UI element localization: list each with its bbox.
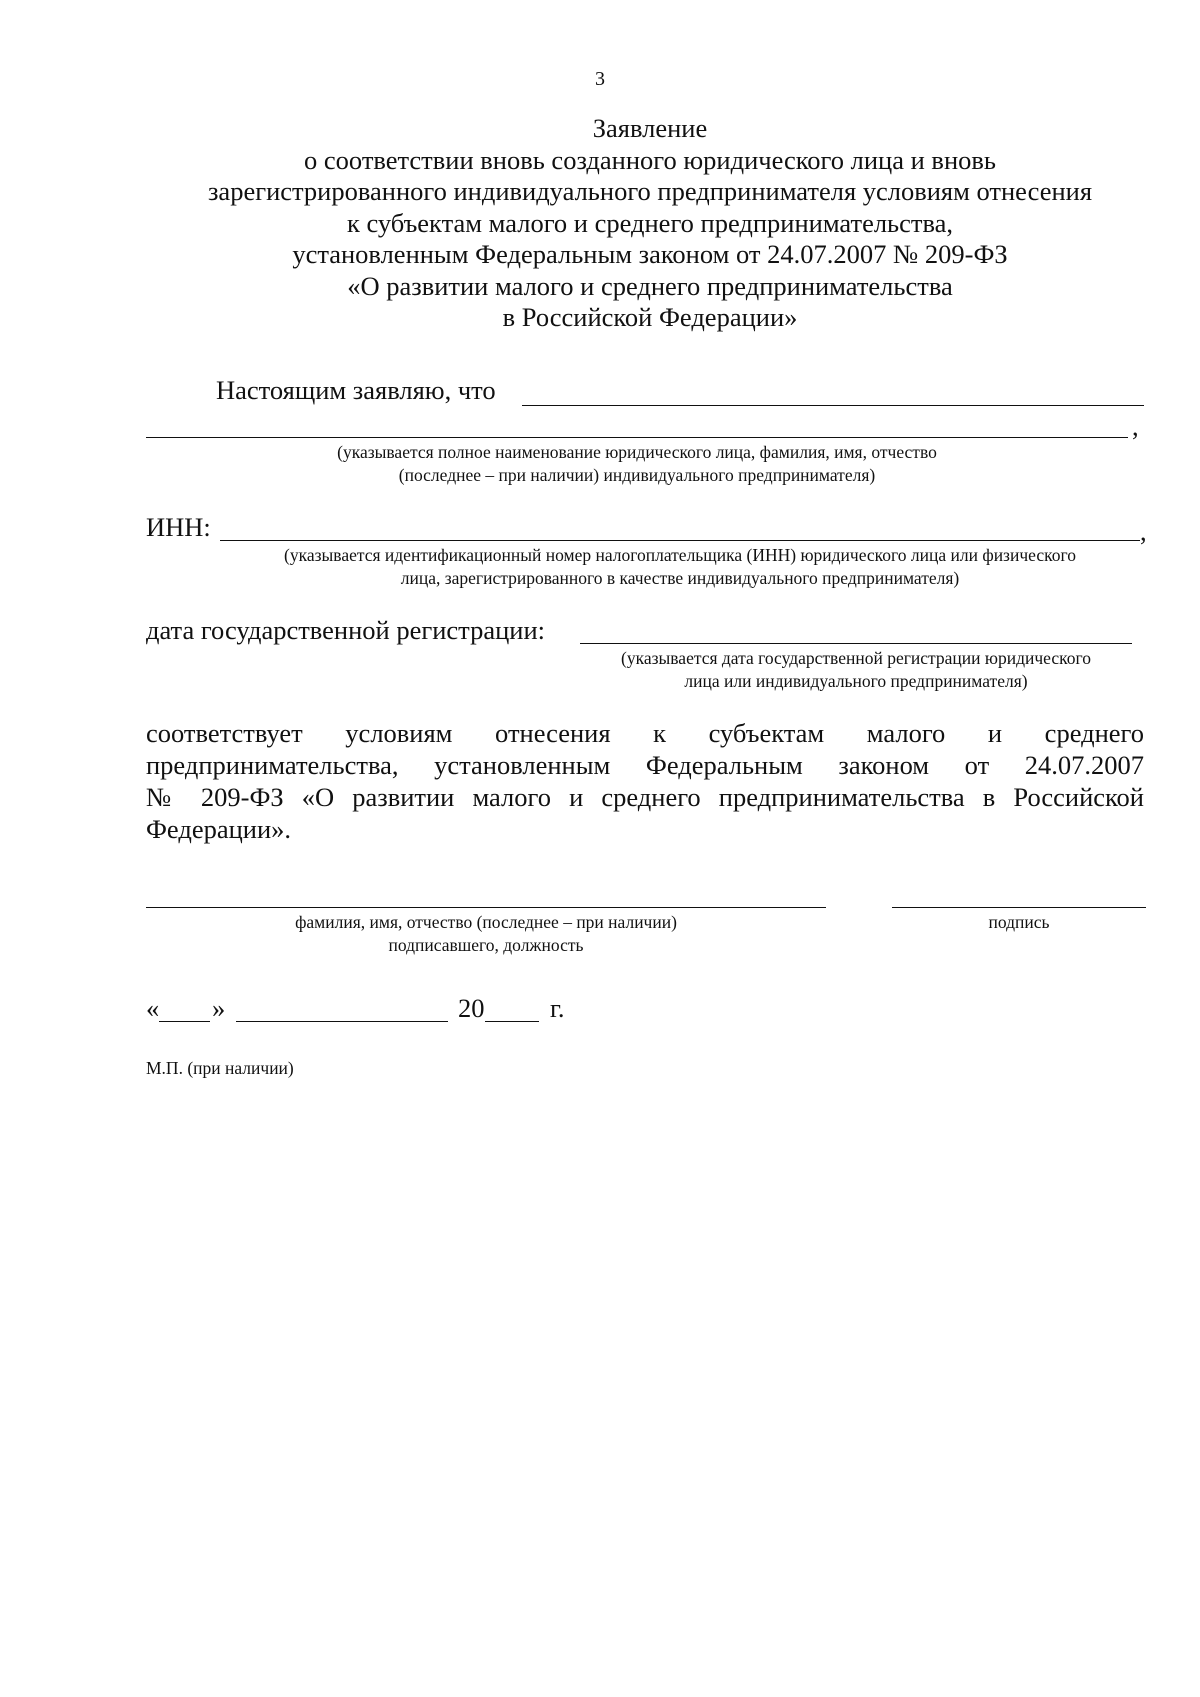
declaration-label: Настоящим заявляю, что — [216, 375, 496, 405]
hint-line: (указывается дата государственной регистрации юридического — [621, 648, 1091, 668]
registration-date-field[interactable] — [580, 643, 1132, 644]
title-line: установленным Федеральным законом от 24.07.2007 № 209-ФЗ — [292, 239, 1008, 269]
title-line: «О развитии малого и среднего предпринимательства — [347, 270, 953, 301]
inn-field[interactable] — [220, 540, 1140, 541]
registration-label: дата государственной регистрации: — [146, 615, 545, 645]
declaration-comma: , — [1132, 411, 1139, 441]
paragraph-line: № 209-ФЗ «О развитии малого и среднего предпринимательства в Российской — [146, 782, 1144, 812]
inn-comma: , — [1140, 516, 1147, 546]
signature-field[interactable] — [892, 907, 1146, 908]
hint-line: лица, зарегистрированного в качестве индивидуального предпринимателя) — [400, 568, 960, 588]
name-signatory-field[interactable] — [146, 907, 826, 908]
hint-line: фамилия, имя, отчество (последнее – при наличии) — [295, 912, 677, 932]
paragraph-line: Федерации». — [146, 814, 292, 844]
registration-hint — [580, 647, 1132, 693]
title-line: Заявление — [592, 113, 708, 143]
hint-line: подписавшего, должность — [388, 935, 584, 955]
declaration-name-field-continued[interactable] — [146, 437, 1128, 438]
paragraph-line: соответствует условиям отнесения к субъектам малого и среднего — [146, 718, 1144, 748]
date-month-field[interactable] — [236, 1021, 448, 1022]
inn-hint — [220, 544, 1140, 590]
date-year-field[interactable] — [485, 1021, 539, 1022]
name-signatory-hint — [146, 911, 826, 957]
hint-line: лица или индивидуального предпринимателя) — [684, 671, 1028, 691]
date-year-prefix: 20 — [458, 993, 485, 1023]
paragraph-line: предпринимательства, установленным Федеральным законом от 24.07.2007 — [146, 750, 1144, 780]
title-line: зарегистрированного индивидуального предпринимателя условиям отнесения — [207, 176, 1093, 206]
inn-label: ИНН: — [146, 512, 211, 542]
date-close-quote: » — [212, 993, 226, 1023]
date-open-quote: « — [146, 993, 160, 1023]
title-line: к субъектам малого и среднего предпринимательства, — [346, 207, 954, 238]
stamp-label: М.П. (при наличии) — [146, 1058, 294, 1078]
hint-line: (указывается полное наименование юридического лица, фамилия, имя, отчество — [337, 442, 937, 462]
title-line: в Российской Федерации» — [502, 302, 798, 332]
title-line: о соответствии вновь созданного юридического лица и вновь — [304, 144, 996, 175]
signature-hint: подпись — [988, 912, 1050, 932]
declaration-name-field[interactable] — [522, 405, 1144, 406]
hint-line: (последнее – при наличии) индивидуального предпринимателя) — [398, 465, 876, 485]
declaration-hint — [146, 441, 1128, 487]
body-paragraph — [146, 717, 1144, 845]
date-year-suffix: г. — [550, 993, 565, 1023]
hint-line: (указывается идентификационный номер налогоплательщика (ИНН) юридического лица или физического — [284, 545, 1076, 565]
page-number: 3 — [595, 68, 605, 90]
date-day-field[interactable] — [159, 1021, 210, 1022]
document-title — [130, 113, 1170, 334]
